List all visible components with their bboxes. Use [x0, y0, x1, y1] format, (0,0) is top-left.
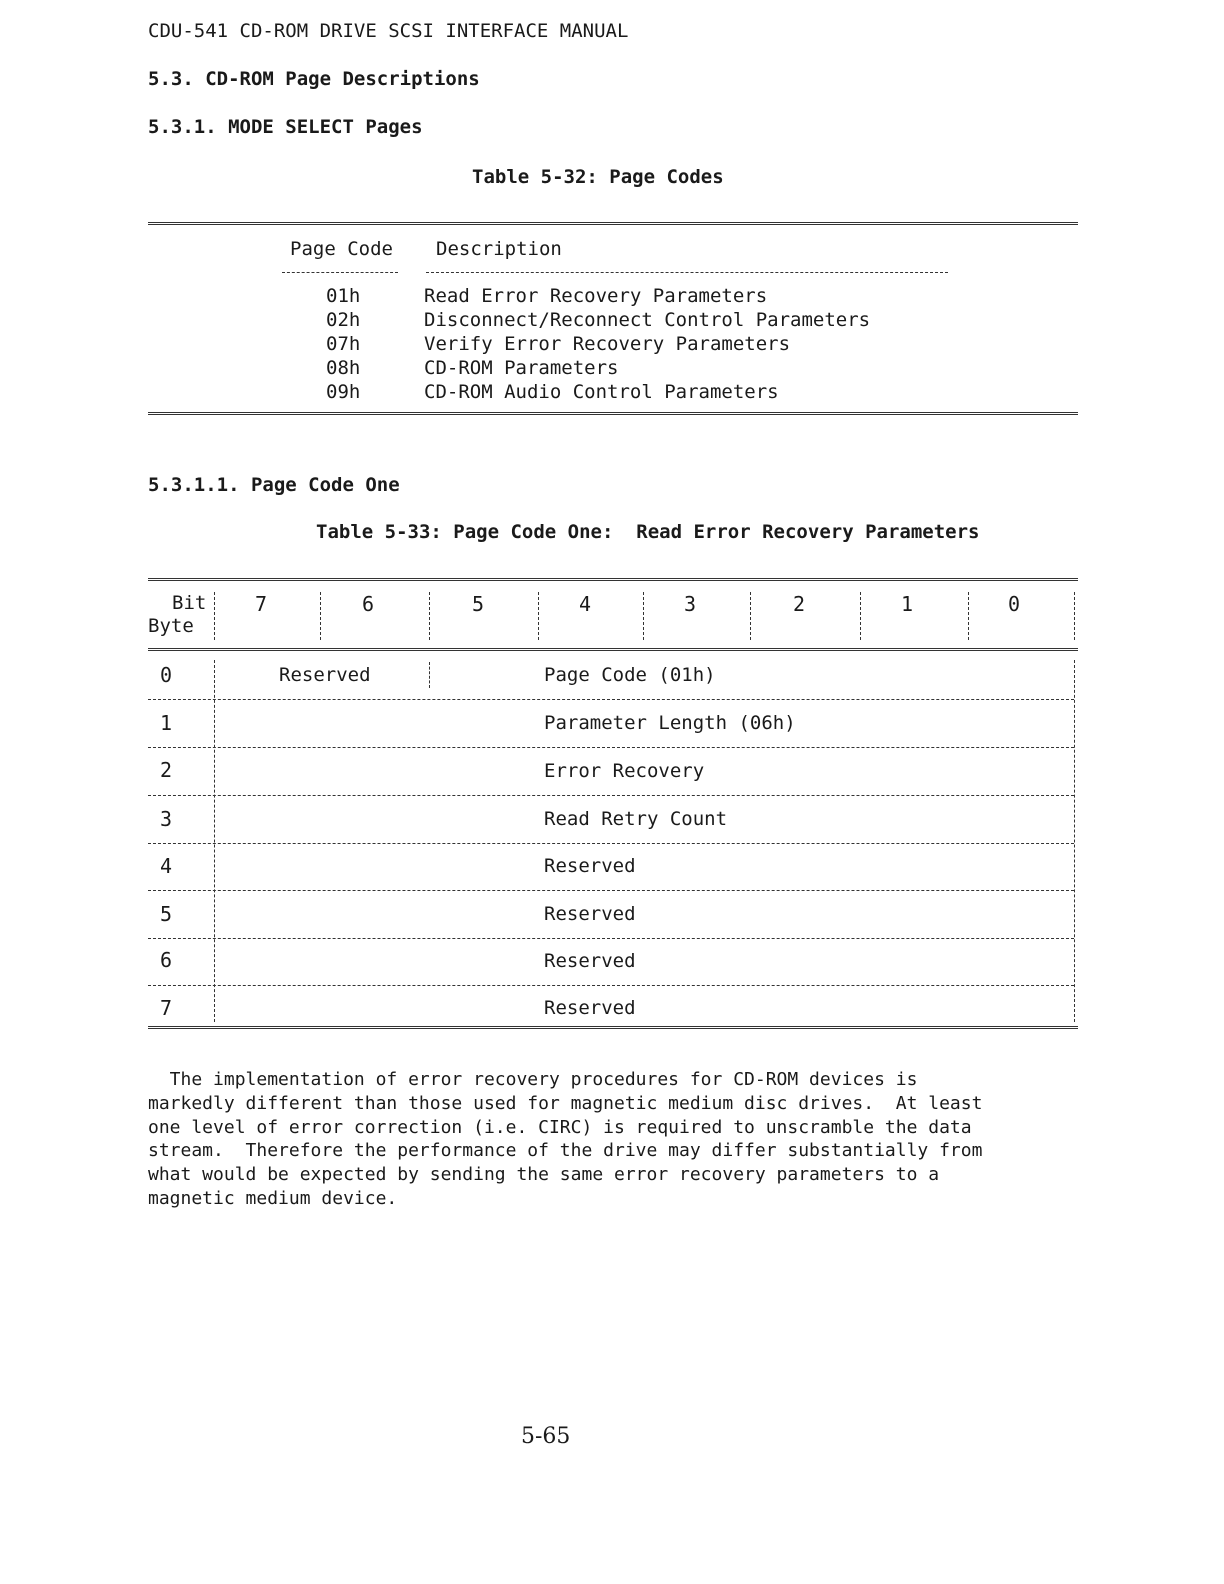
page-code-description: Verify Error Recovery Parameters: [424, 333, 791, 355]
page-number: 5-65: [521, 1424, 571, 1449]
byte-number: 3: [160, 807, 173, 831]
section-heading-5-3-1-1: 5.3.1.1. Page Code One: [148, 474, 400, 496]
byte-number: 7: [160, 996, 173, 1020]
row-separator: [148, 747, 1074, 748]
paragraph-line: The implementation of error recovery procedures for CD-ROM devices is: [148, 1069, 918, 1090]
bit-number: 3: [684, 592, 697, 616]
byte-number: 0: [160, 663, 173, 687]
bit-number: 4: [579, 592, 592, 616]
page-code-description: Read Error Recovery Parameters: [424, 285, 768, 307]
column-divider: [429, 592, 430, 640]
table-5-32-top-rule: [148, 222, 1078, 225]
byte-label: Byte: [148, 615, 194, 637]
table-right-border: [1074, 660, 1075, 1022]
paragraph-line: one level of error correction (i.e. CIRC) is required to unscramble the data: [148, 1116, 972, 1138]
description-underline: [426, 272, 948, 273]
row-separator: [148, 985, 1074, 986]
table-5-33-caption: Table 5-33: Page Code One: Read Error Recovery Parameters: [316, 521, 980, 543]
paragraph-line: what would be expected by sending the same error recovery parameters to a: [148, 1164, 940, 1186]
bit-label: Bit: [172, 592, 207, 614]
page-code-description: Disconnect/Reconnect Control Parameters: [424, 309, 871, 331]
reserved-field: Reserved: [279, 664, 371, 686]
page-code-value: 02h: [326, 309, 361, 331]
body-paragraph: [148, 1068, 1078, 1211]
table-5-32-caption: Table 5-32: Page Codes: [472, 166, 724, 188]
byte-number: 2: [160, 758, 173, 782]
field-name: Reserved: [544, 997, 636, 1019]
description-column-header: Description: [436, 238, 562, 260]
page-code-description: CD-ROM Audio Control Parameters: [424, 381, 779, 403]
row-separator: [148, 699, 1074, 700]
row-separator: [148, 890, 1074, 891]
byte-number: 6: [160, 948, 173, 972]
paragraph-line: stream. Therefore the performance of the drive may differ substantially from: [148, 1140, 983, 1162]
field-name: Reserved: [544, 855, 636, 877]
row-separator: [148, 795, 1074, 796]
field-name: Reserved: [544, 950, 636, 972]
table-5-33-header-rule: [148, 648, 1078, 651]
page-code-column-header: Page Code: [290, 238, 393, 260]
table-5-32-bottom-rule: [148, 412, 1078, 415]
page-code-value: 08h: [326, 357, 361, 379]
page-code-description: CD-ROM Parameters: [424, 357, 619, 379]
bit-number: 5: [472, 592, 485, 616]
field-name: Parameter Length (06h): [544, 712, 796, 734]
table-5-33-top-rule: [148, 578, 1078, 581]
column-divider: [1074, 592, 1075, 640]
column-divider: [750, 592, 751, 640]
bit-number: 7: [255, 592, 268, 616]
page-code-underline: [282, 272, 398, 273]
byte-column-divider: [214, 660, 215, 1022]
page-code-value: 01h: [326, 285, 361, 307]
byte-number: 5: [160, 902, 173, 926]
row-separator: [148, 938, 1074, 939]
column-divider: [320, 592, 321, 640]
section-heading-5-3: 5.3. CD-ROM Page Descriptions: [148, 68, 480, 90]
section-heading-5-3-1: 5.3.1. MODE SELECT Pages: [148, 116, 423, 138]
byte-number: 4: [160, 854, 173, 878]
page-code-value: 07h: [326, 333, 361, 355]
column-divider: [643, 592, 644, 640]
running-header: CDU-541 CD-ROM DRIVE SCSI INTERFACE MANUAL: [148, 20, 629, 42]
reserved-field-divider: [429, 662, 430, 688]
byte-number: 1: [160, 711, 173, 735]
column-divider: [538, 592, 539, 640]
field-name: Read Retry Count: [544, 808, 728, 830]
page-code-value: 09h: [326, 381, 361, 403]
bit-number: 1: [901, 592, 914, 616]
field-name: Error Recovery: [544, 760, 705, 782]
row-separator: [148, 843, 1074, 844]
paragraph-line: magnetic medium device.: [148, 1187, 398, 1209]
bit-number: 2: [793, 592, 806, 616]
field-name: Reserved: [544, 903, 636, 925]
column-divider: [968, 592, 969, 640]
bit-number: 6: [362, 592, 375, 616]
page-code-field: Page Code (01h): [544, 664, 716, 686]
column-divider: [860, 592, 861, 640]
paragraph-line: markedly different than those used for magnetic medium disc drives. At least: [148, 1092, 983, 1114]
bit-number: 0: [1008, 592, 1021, 616]
table-5-33-bottom-rule: [148, 1026, 1078, 1029]
column-divider: [214, 592, 215, 640]
